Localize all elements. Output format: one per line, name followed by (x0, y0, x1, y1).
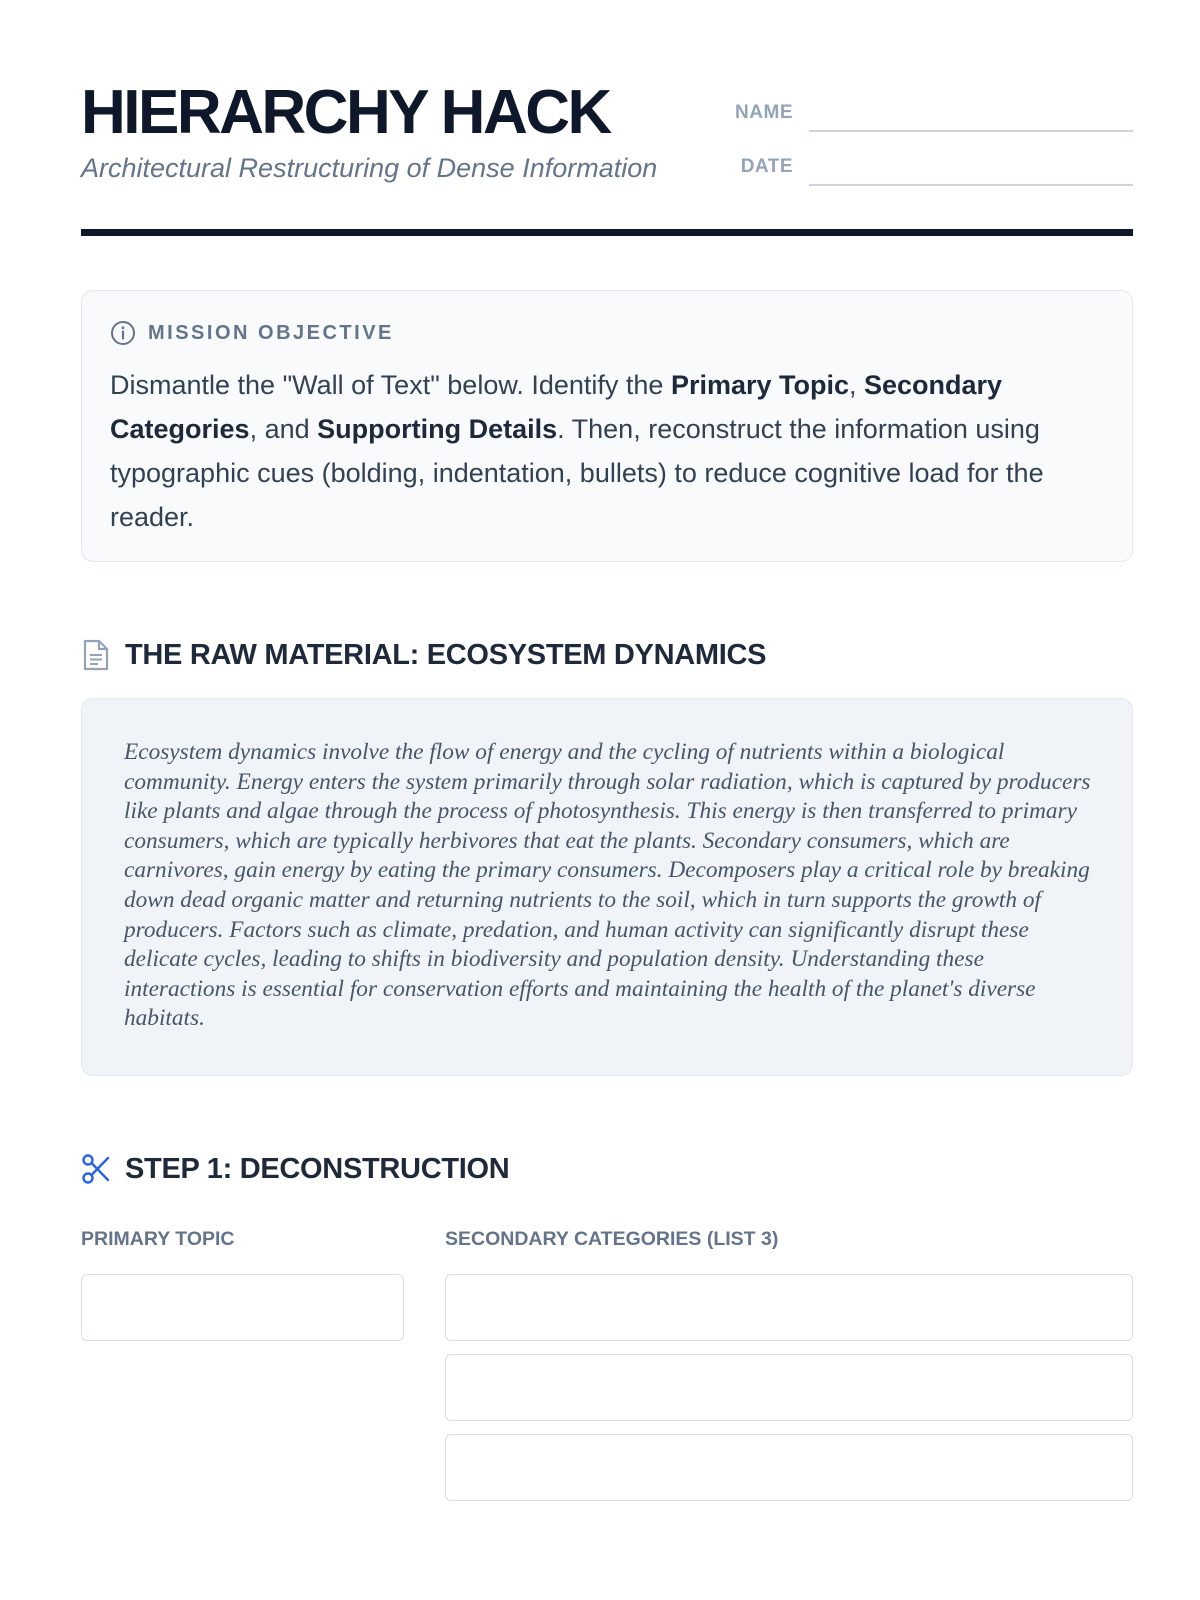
page-title: HIERARCHY HACK (81, 78, 610, 147)
name-label: NAME (735, 102, 793, 123)
page-subtitle: Architectural Restructuring of Dense Information (81, 153, 658, 183)
header-divider (81, 229, 1133, 236)
secondary-category-input-2[interactable] (445, 1354, 1133, 1421)
date-label: DATE (740, 156, 793, 177)
secondary-category-input-3[interactable] (445, 1434, 1133, 1501)
raw-material-heading: THE RAW MATERIAL: ECOSYSTEM DYNAMICS (125, 638, 767, 671)
raw-material-header (81, 635, 766, 675)
step1-heading: STEP 1: DECONSTRUCTION (125, 1152, 510, 1185)
raw-material-box (81, 698, 1133, 1076)
mission-text-part: Dismantle the "Wall of Text" below. Identify the (110, 370, 671, 400)
primary-topic-label: PRIMARY TOPIC (81, 1228, 235, 1250)
mission-text-part: . Then, reconstruct the information using typographic cues (bolding, indentation, bullets) to reduce cognitive load for the reader. (110, 414, 1044, 532)
date-field[interactable] (809, 150, 1133, 186)
mission-term-supporting-details: Supporting Details (317, 414, 558, 444)
raw-material-text: Ecosystem dynamics involve the flow of energy and the cycling of nutrients within a biological community. Energy enters the system primarily through solar radiation, which is captured by producers like plants and algae through the process of photosynthesis. This energy is then transferred to primary consumers, which are typically herbivores that eat the plants. Secondary consumers, which are carnivores, gain energy by eating the primary consumers. Decomposers play a critical role by breaking down dead organic matter and returning nutrients to the soil, which in turn supports the growth of producers. Factors such as climate, predation, and human activity can significantly disrupt these delicate cycles, leading to shifts in biodiversity and population density. Understanding these interactions is essential for conservation efforts and maintaining the health of the planet's diverse habitats. (124, 739, 1091, 1032)
mission-objective-text (110, 363, 1104, 539)
secondary-category-input-1[interactable] (445, 1274, 1133, 1341)
mission-objective-box (81, 290, 1133, 562)
mission-term-primary-topic: Primary Topic (670, 370, 849, 400)
primary-topic-input[interactable] (81, 1274, 404, 1341)
mission-objective-label: MISSION OBJECTIVE (148, 321, 394, 344)
secondary-categories-label: SECONDARY CATEGORIES (LIST 3) (445, 1228, 779, 1250)
mission-text-part: , and (249, 414, 318, 444)
document-icon (81, 638, 111, 672)
date-field-row (711, 150, 1133, 190)
name-field-row (711, 96, 1133, 136)
worksheet-header (81, 0, 1133, 236)
worksheet-page (81, 0, 1133, 1250)
scissors-icon (81, 1153, 111, 1185)
mission-text-part: , (849, 370, 865, 400)
mission-objective-header (110, 315, 1104, 351)
info-icon (110, 320, 136, 346)
name-field[interactable] (809, 96, 1133, 132)
step1-header (81, 1149, 509, 1189)
mission-term-secondary-categories: Secondary Categories (110, 370, 1003, 444)
